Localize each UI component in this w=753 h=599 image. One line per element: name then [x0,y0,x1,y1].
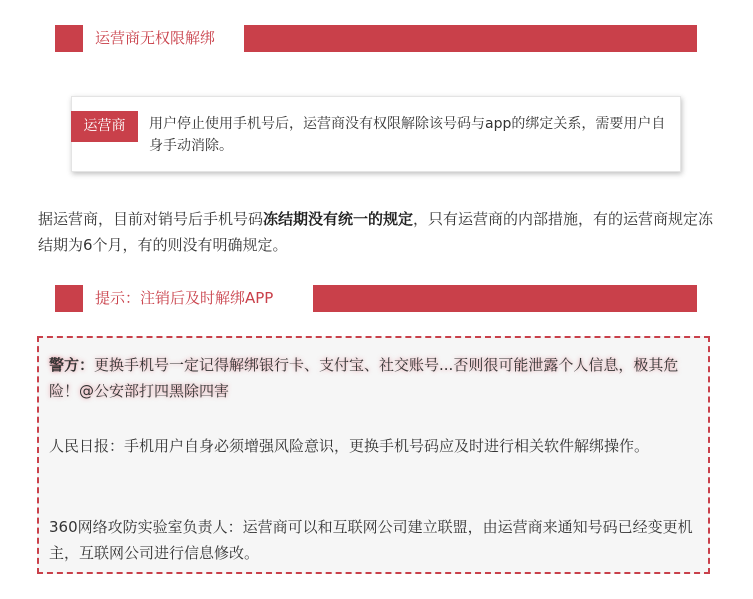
note-text: 用户停止使用手机号后，运营商没有权限解除该号码与app的绑定关系，需要用户自身手动消除。 [149,116,666,154]
warning-lead: 警方： [49,356,95,374]
paragraph-text: 据运营商，目前对销号后手机号码 [38,210,264,228]
banner-accent-block [55,285,83,312]
carrier-note-card [71,96,681,172]
paragraph-text-continued: ，只有运营商的内部措施，有的运营商规定冻结期为6个月，有的则没有明确规定。 [38,210,714,254]
lab360-quote: 360网络攻防实验室负责人：运营商可以和互联网公司建立联盟，由运营商来通知号码已经变更机主，互联网公司进行信息修改。 [49,518,693,562]
section-title: 运营商无权限解绑 [83,25,223,52]
tips-box [37,336,710,574]
banner-accent-bar [313,285,697,312]
section-banner-tip [55,285,697,312]
section-banner-carrier [55,25,697,52]
banner-accent-block [55,25,83,52]
people-daily-quote: 人民日报：手机用户自身必须增强风险意识，更换手机号码应及时进行相关软件解绑操作。 [49,437,650,455]
note-tag: 运营商 [71,111,138,142]
banner-accent-bar [244,25,697,52]
paragraph-emphasis: 冻结期没有统一的规定 [263,210,414,228]
section-title: 提示：注销后及时解绑APP [83,285,281,312]
warning-text: 更换手机号一定记得解绑银行卡、支付宝、社交账号...否则很可能泄露个人信息，极其危险！@公安部打四黑除四害 [49,356,679,400]
police-warning [49,352,704,404]
freeze-period-paragraph [38,206,718,258]
